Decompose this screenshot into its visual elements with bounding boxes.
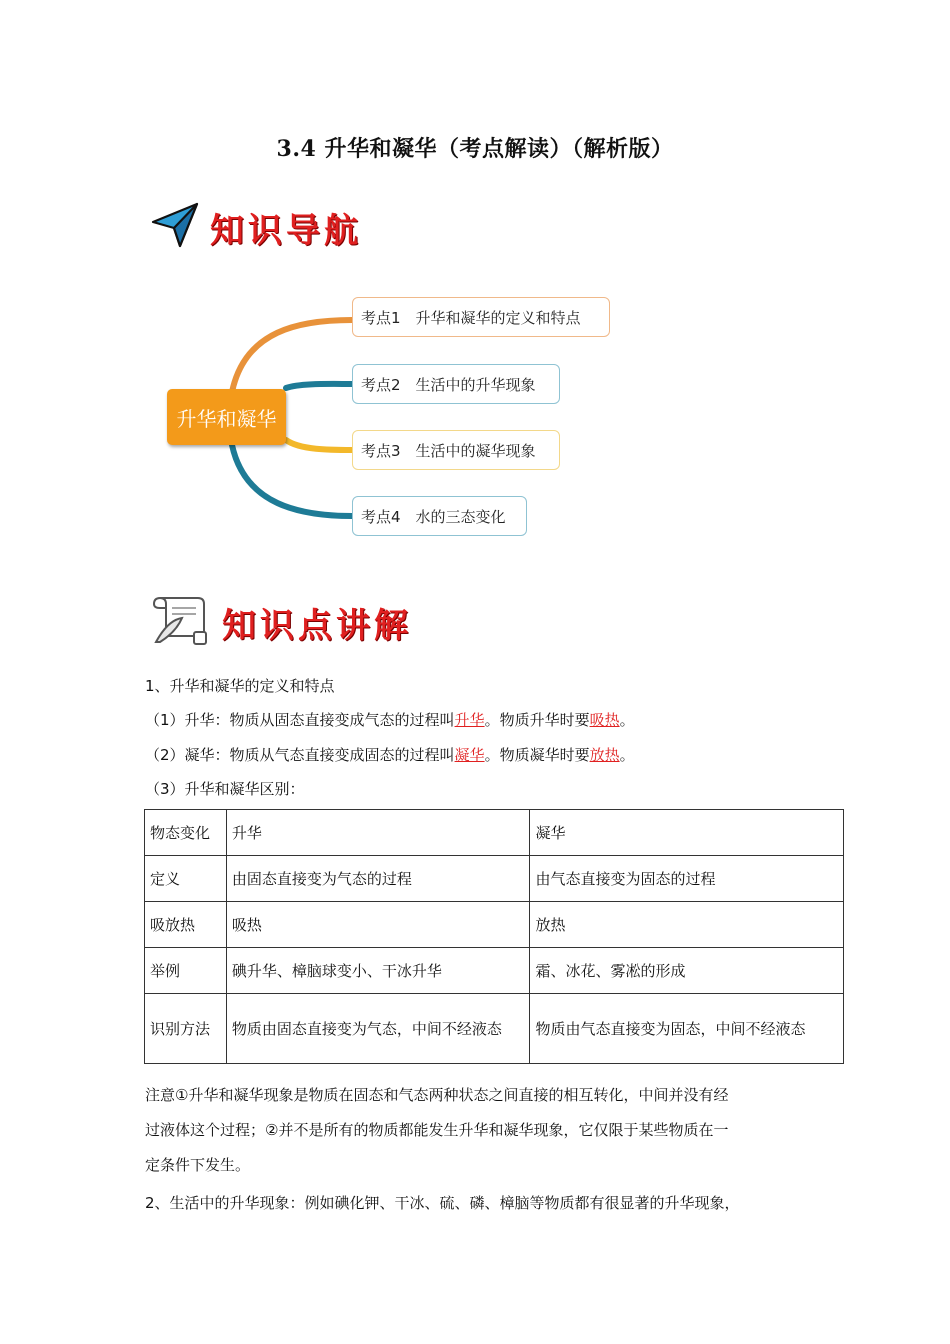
connector-topic-4 bbox=[232, 445, 352, 516]
topic-text: 生活中的升华现象 bbox=[415, 375, 536, 394]
topic-text: 水的三态变化 bbox=[415, 507, 506, 526]
note-line-2: 过液体这个过程；②并不是所有的物质都能发生升华和凝华现象，它仅限于某些物质在一 bbox=[145, 1121, 729, 1139]
table-cell: 霜、冰花、雾凇的形成 bbox=[530, 948, 844, 994]
text-segment: 。 bbox=[619, 746, 635, 764]
comparison-table bbox=[144, 809, 844, 1064]
table-cell: 物质由气态直接变为固态，中间不经液态 bbox=[530, 994, 844, 1064]
table-cell: 升华 bbox=[226, 810, 530, 856]
text-segment: （2）凝华：物质从气态直接变成固态的过程叫 bbox=[145, 746, 455, 764]
paper-plane-icon bbox=[150, 200, 200, 254]
knowledge-nav-label: 知识导航 bbox=[210, 210, 362, 251]
connector-topic-3 bbox=[286, 440, 352, 450]
highlight-term: 吸热 bbox=[589, 711, 620, 729]
section-1-title: 1、升华和凝华的定义和特点 bbox=[145, 677, 335, 695]
table-row bbox=[145, 902, 844, 948]
knowledge-nav-header bbox=[150, 200, 362, 254]
table-cell: 由气态直接变为固态的过程 bbox=[530, 856, 844, 902]
table-cell: 识别方法 bbox=[145, 994, 227, 1064]
knowledge-point-label: 知识点讲解 bbox=[222, 605, 412, 646]
topic-number: 考点2 bbox=[361, 375, 401, 394]
table-cell: 由固态直接变为气态的过程 bbox=[226, 856, 530, 902]
paragraph-difference-title: （3）升华和凝华区别： bbox=[145, 780, 305, 798]
mindmap-topic-2 bbox=[352, 364, 560, 404]
table-cell: 吸放热 bbox=[145, 902, 227, 948]
table-cell: 吸热 bbox=[226, 902, 530, 948]
section-2-text: 2、生活中的升华现象：例如碘化钾、干冰、硫、磷、樟脑等物质都有很显著的升华现象， bbox=[145, 1194, 740, 1212]
table-cell: 凝华 bbox=[530, 810, 844, 856]
topic-number: 考点1 bbox=[361, 308, 401, 327]
connector-topic-2 bbox=[286, 384, 352, 388]
paragraph-sublimation bbox=[145, 710, 635, 730]
table-row bbox=[145, 948, 844, 994]
topic-number: 考点3 bbox=[361, 441, 401, 460]
table-row bbox=[145, 856, 844, 902]
highlight-term: 放热 bbox=[589, 746, 620, 764]
topic-text: 升华和凝华的定义和特点 bbox=[415, 308, 581, 327]
table-cell: 定义 bbox=[145, 856, 227, 902]
table-cell: 物质由固态直接变为气态，中间不经液态 bbox=[226, 994, 530, 1064]
mindmap-topic-4 bbox=[352, 496, 527, 536]
table-row bbox=[145, 994, 844, 1064]
paragraph-deposition bbox=[145, 745, 635, 765]
table-row bbox=[145, 810, 844, 856]
mindmap-topic-3 bbox=[352, 430, 560, 470]
highlight-term: 凝华 bbox=[454, 746, 485, 764]
scroll-quill-icon bbox=[150, 592, 212, 652]
note-line-3: 定条件下发生。 bbox=[145, 1156, 251, 1174]
note-line-1: 注意①升华和凝华现象是物质在固态和气态两种状态之间直接的相互转化，中间并没有经 bbox=[145, 1086, 729, 1104]
highlight-term: 升华 bbox=[454, 711, 485, 729]
topic-number: 考点4 bbox=[361, 507, 401, 526]
document-title: 3.4 升华和凝华（考点解读）（解析版） bbox=[276, 136, 674, 162]
table-cell: 放热 bbox=[530, 902, 844, 948]
text-segment: （1）升华：物质从固态直接变成气态的过程叫 bbox=[145, 711, 455, 729]
text-segment: 。物质凝华时要 bbox=[484, 746, 590, 764]
knowledge-point-header bbox=[150, 592, 412, 652]
mindmap-topic-1 bbox=[352, 297, 610, 337]
mindmap-center-node: 升华和凝华 bbox=[167, 389, 286, 445]
text-segment: 。 bbox=[619, 711, 635, 729]
text-segment: 。物质升华时要 bbox=[484, 711, 590, 729]
table-cell: 碘升华、樟脑球变小、干冰升华 bbox=[226, 948, 530, 994]
connector-topic-1 bbox=[232, 320, 352, 392]
table-cell: 物态变化 bbox=[145, 810, 227, 856]
topic-text: 生活中的凝华现象 bbox=[415, 441, 536, 460]
table-cell: 举例 bbox=[145, 948, 227, 994]
